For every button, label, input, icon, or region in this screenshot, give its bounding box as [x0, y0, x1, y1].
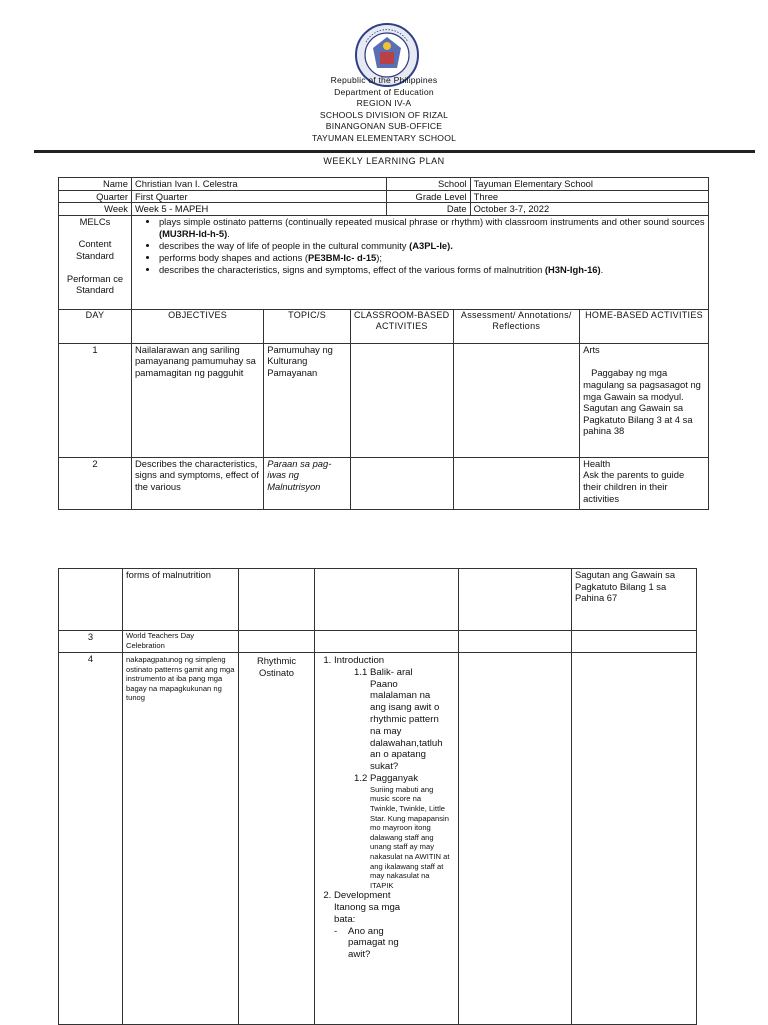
table-row [59, 457, 709, 509]
objective-cell: World Teachers Day Celebration [123, 631, 239, 653]
assessment-cell [459, 631, 572, 653]
day-cell: 2 [59, 457, 132, 509]
quarter-value: First Quarter [131, 190, 386, 203]
objective-cell: nakapagpatunog ng simpleng ostinato patterns gamit ang mga instrumento at iba pang mga bagay na mapagkukunan ng tunog [123, 653, 239, 1025]
day-cell: 3 [59, 631, 123, 653]
home-cell [572, 653, 697, 1025]
col-assessment-header: Assessment/ Annotations/ Reflections [453, 309, 580, 343]
week-label: Week [59, 203, 132, 216]
classroom-cell [350, 457, 453, 509]
week-value: Week 5 - MAPEH [131, 203, 386, 216]
document-title: WEEKLY LEARNING PLAN [323, 156, 445, 166]
name-label: Name [59, 178, 132, 191]
day-cell: 1 [59, 343, 132, 457]
home-cell [572, 569, 697, 631]
header-region: REGION IV-A [356, 98, 412, 108]
table-row [59, 343, 709, 457]
home-activity: Paggabay ng mga magulang sa pagsasagot ng mga Gawain sa modyul. Sagutan ang Gawain sa Pagkatuto Bilang 3 at 4 sa pahina 38 [583, 367, 701, 437]
topic-cell: Paraan sa pag-iwas ng Malnutrisyon [264, 457, 351, 509]
header-division: SCHOOLS DIVISION OF RIZAL [319, 110, 449, 120]
assessment-cell [453, 343, 580, 457]
melc-item: • plays simple ostinato patterns (continually repeated musical phrase or rhythm) with classroom instruments and other sound sources (MU3RH-Id-h-5). [159, 216, 705, 240]
table-row [59, 653, 697, 1025]
table-row [59, 631, 697, 653]
home-cell [580, 457, 709, 509]
classroom-cell [315, 631, 459, 653]
assessment-cell [453, 457, 580, 509]
objective-cell: Describes the characteristics, signs and symptoms, effect of the various [131, 457, 263, 509]
home-cell [572, 631, 697, 653]
school-value: Tayuman Elementary School [470, 178, 708, 191]
review-heading: 1.1 Balik- aral [354, 666, 413, 678]
topic-cell [239, 569, 315, 631]
assessment-cell [459, 653, 572, 1025]
home-subject: Arts [583, 343, 600, 355]
grade-value: Three [470, 190, 708, 203]
home-activity: Ask the parents to guide their children in their activities [583, 469, 685, 504]
school-label: School [387, 178, 470, 191]
review-text: Paano malalaman na ang isang awit o rhythmic pattern na may dalawahan,tatluh an o apatang sukat? [370, 678, 443, 773]
classroom-cell [350, 343, 453, 457]
learning-plan-table [58, 177, 709, 510]
melc-item: • performs body shapes and actions (PE3BM-Ic- d-15); [159, 252, 705, 264]
col-day-header: DAY [59, 309, 132, 343]
header-department: Department of Education [334, 87, 434, 97]
header-divider [34, 150, 755, 153]
assessment-cell [459, 569, 572, 631]
table-row [59, 569, 697, 631]
home-page: Pahina 67 [575, 592, 618, 604]
objective-cell: forms of malnutrition [123, 569, 239, 631]
development-question: - Ano ang pamagat ng awit? [334, 925, 399, 961]
melcs-list-cell [131, 215, 708, 309]
header-suboffice: BINANGONAN SUB-OFFICE [325, 121, 443, 131]
header-school: TAYUMAN ELEMENTARY SCHOOL [311, 133, 457, 143]
col-objectives-header: OBJECTIVES [131, 309, 263, 343]
classroom-cell [315, 569, 459, 631]
learning-plan-table-continued [58, 568, 697, 1025]
development-text: Itanong sa mga bata: [334, 902, 401, 925]
activity-list [318, 655, 455, 961]
home-subject: Health [583, 457, 611, 469]
motivation-text: Suriing mabuti ang music score na Twinkle, Twinkle, Little Star. Kung mapapansin mo mayroon itong dalawang staff ang unang staff ay may nakasulat na AWITIN at ang ikalawang staff at may nakasulat na ITAPIK [370, 784, 450, 890]
col-home-header: HOME-BASED ACTIVITIES [580, 309, 709, 343]
day-cell [59, 569, 123, 631]
melcs-label: MELCs [79, 215, 111, 227]
performance-standard-label: Performan ce Standard [66, 272, 124, 296]
home-activity: Sagutan ang Gawain sa Pagkatuto Bilang 1 sa [575, 569, 676, 592]
activity-development: 2. Development Itanong sa mga bata: - Ano ang pamagat ng awit? [334, 890, 455, 961]
melcs-labels [59, 215, 132, 309]
date-value: October 3-7, 2022 [470, 203, 708, 216]
grade-label: Grade Level [387, 190, 470, 203]
quarter-label: Quarter [59, 190, 132, 203]
content-standard-label: Content Standard [75, 238, 115, 261]
col-classroom-header: CLASSROOM-BASED ACTIVITIES [350, 309, 453, 343]
date-label: Date [387, 203, 470, 216]
topic-cell: Rhythmic Ostinato [239, 653, 315, 1025]
header-republic: Republic of the Philippines [330, 75, 438, 85]
classroom-cell [315, 653, 459, 1025]
melc-item: • describes the characteristics, signs and symptoms, effect of the various forms of malnutrition (H3N-Igh-16). [159, 264, 705, 276]
topic-cell [239, 631, 315, 653]
melc-item: • describes the way of life of people in the cultural community (A3PL-Ie). [159, 240, 705, 252]
day-cell: 4 [59, 653, 123, 1025]
melcs-list [135, 216, 705, 276]
activity-introduction: 1. Introduction 1.1 Balik- aral Paano malalaman na ang isang awit o rhythmic pattern na may dalawahan,tatluh an o apatang sukat? 1.2 Pagganyak Suriing mabuti ang music score na Twinkle, Twinkle, Little Star. Kung mapapansin mo mayroon itong dalawang staff ang unang staff ay may nakasulat na AWITIN at ang ikalawang staff at may nakasulat na ITAPIK [334, 655, 455, 890]
home-cell [580, 343, 709, 457]
motivation-heading: 1.2 Pagganyak [354, 772, 419, 784]
name-value: Christian Ivan I. Celestra [131, 178, 386, 191]
col-topic-header: TOPIC/S [264, 309, 351, 343]
objective-cell: Nailalarawan ang sariling pamayanang pamumuhay sa pamamagitan ng pagguhit [131, 343, 263, 457]
topic-cell: Pamumuhay ng Kulturang Pamayanan [264, 343, 351, 457]
